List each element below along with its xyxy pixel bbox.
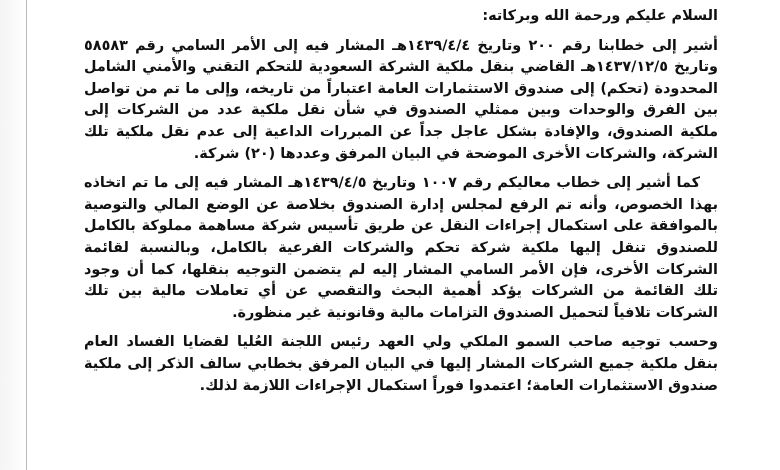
paragraph-1: أشير إلى خطابنا رقم ٢٠٠ وتاريخ ١٤٣٩/٤/٤هـ المشار فيه إلى الأمر السامي رقم ٥٨٥٨٣ وتاريخ ١٤٣٧/١٢/٥هـ القاضي بنقل ملكية الشركة السعودية للتحكم التقني والأمني الشامل المحدودة (تحكم) إلى صندوق الاستثمارات العامة اعتباراً من تاريخه، وإلى ما تم من تواصل بين الفرق والوحدات وبين ممثلي الصندوق في شأن نقل ملكية عدد من الشركات إلى ملكية الصندوق، والإفادة بشكل عاجل جداً عن المبررات الداعية إلى عدم نقل ملكية تلك الشركة، والشركات الأخرى الموضحة في البيان المرفق وعددها (٢٠) شركة.	[84, 37, 718, 162]
paragraph-2: كما أشير إلى خطاب معاليكم رقم ١٠٠٧ وتاريخ ١٤٣٩/٤/٥هـ المشار فيه إلى ما تم اتخاذه بهذا الخصوص، وأنه تم الرفع لمجلس إدارة الصندوق بخلاصة عن الوضع المالي والتوصية بالموافقة على استكمال إجراءات النقل عن طريق تأسيس شركة مساهمة مملوكة بالكامل للصندوق تنقل إليها ملكية شركة تحكم والشركات الفرعية بالكامل، وبالنسبة لقائمة الشركات الأخرى، فإن الأمر السامي المشار إليه لم يتضمن التوجيه بنقلها، كما أن وجود تلك القائمة من الشركات يؤكد أهمية البحث والتقصي عن أي تعاملات مالية بين تلك الشركات تلافياً لتحميل الصندوق التزامات مالية وقانونية غير منظورة.	[84, 175, 718, 321]
letter-greeting: السلام عليكم ورحمة الله وبركاته:	[482, 8, 718, 24]
scan-edge	[0, 0, 27, 470]
paragraph-3: وحسب توجيه صاحب السمو الملكي ولي العهد رئيس اللجنة العُليا لقضايا الفساد العام بنقل ملكية جميع الشركات المشار إليها في البيان المرفق بخطابي سالف الذكر إلى ملكية صندوق الاستثمارات العامة؛ اعتمدوا فوراً استكمال الإجراءات اللازمة لذلك.	[84, 334, 718, 394]
